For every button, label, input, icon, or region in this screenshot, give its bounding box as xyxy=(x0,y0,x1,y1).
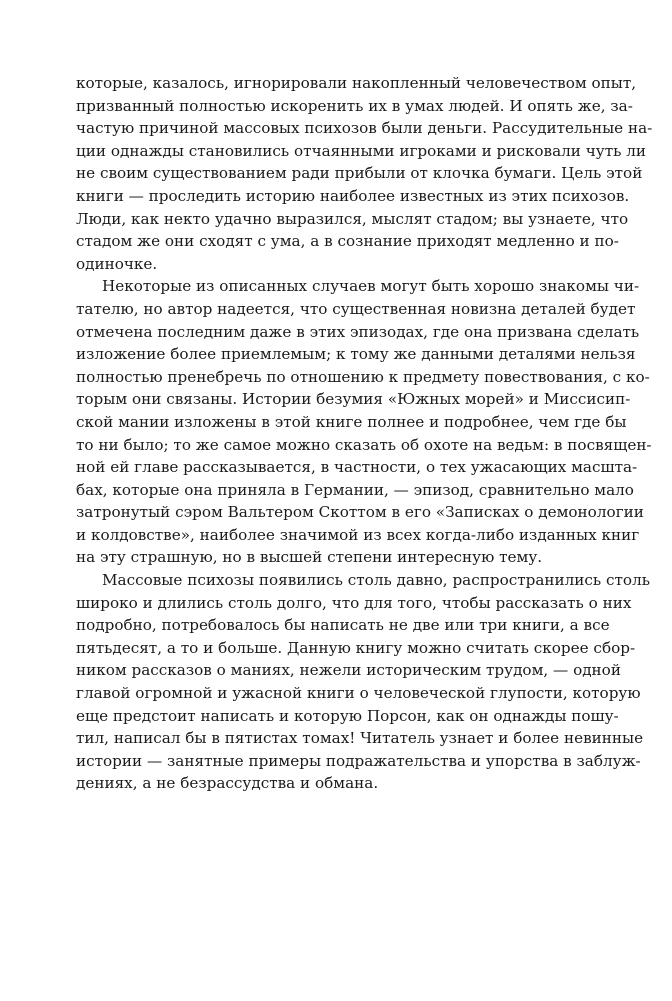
text-line: ной ей главе рассказывается, в частности, о тех ужасающих масшта- xyxy=(76,458,638,477)
paragraph-3 xyxy=(76,569,650,795)
text-line: Некоторые из описанных случаев могут быть хорошо знакомы чи- xyxy=(102,277,640,296)
text-line: истории — занятные примеры подражательства и упорства в заблуж- xyxy=(76,751,641,770)
text-line: отмечена последним даже в этих эпизодах, где она призвана сделать xyxy=(76,322,640,341)
text-line: книги — проследить историю наиболее известных из этих психозов. xyxy=(76,186,630,205)
text-line: на эту страшную, но в высшей степени интересную тему. xyxy=(76,548,543,567)
text-line: одиночке. xyxy=(76,254,158,273)
text-line: широко и длились столь долго, что для того, чтобы рассказать о них xyxy=(76,593,632,612)
text-line: частую причиной массовых психозов были деньги. Рассудительные на- xyxy=(76,119,653,138)
text-line: призванный полностью искоренить их в умах людей. И опять же, за- xyxy=(76,96,633,115)
text-line: торым они связаны. Истории безумия «Южных морей» и Миссисип- xyxy=(76,390,631,409)
text-line: бах, которые она приняла в Германии, — эпизод, сравнительно мало xyxy=(76,480,634,499)
text-line: подробно, потребовалось бы написать не две или три книги, а все xyxy=(76,616,610,635)
paragraph-2 xyxy=(76,275,652,569)
text-line: дениях, а не безрассудства и обмана. xyxy=(76,774,379,793)
text-line: ции однажды становились отчаянными игроками и рисковали чуть ли xyxy=(76,141,646,160)
text-line: то ни было; то же самое можно сказать об охоте на ведьм: в посвящен- xyxy=(76,435,652,454)
text-line: которые, казалось, игнорировали накопленный человечеством опыт, xyxy=(76,74,637,92)
text-line: тил, написал бы в пятистах томах! Читатель узнает и более невинные xyxy=(76,729,644,748)
text-line: еще предстоит написать и которую Порсон, как он однажды пошу- xyxy=(76,706,619,725)
text-line: затронутый сэром Вальтером Скоттом в его «Записках о демонологии xyxy=(76,503,644,522)
text-line: не своим существованием ради прибыли от клочка бумаги. Цель этой xyxy=(76,164,643,183)
text-line: изложение более приемлемым; к тому же данными деталями нельзя xyxy=(76,345,636,364)
text-line: пятьдесят, а то и больше. Данную книгу можно считать скорее сбор- xyxy=(76,638,636,657)
paragraph-1 xyxy=(76,72,653,275)
text-line: главой огромной и ужасной книги о человеческой глупости, которую xyxy=(76,684,641,703)
text-line: и колдовстве», наиболее значимой из всех когда-либо изданных книг xyxy=(76,525,640,544)
text-line: тателю, но автор надеется, что существенная новизна деталей будет xyxy=(76,299,636,318)
text-line: ником рассказов о маниях, нежели историческим трудом, — одной xyxy=(76,661,621,680)
text-line: Люди, как некто удачно выразился, мыслят стадом; вы узнаете, что xyxy=(76,209,629,228)
text-line: стадом же они сходят с ума, а в сознание приходят медленно и по- xyxy=(76,232,619,251)
text-line: Массовые психозы появились столь давно, распространились столь xyxy=(102,571,650,590)
text-line: ской мании изложены в этой книге полнее и подробнее, чем где бы xyxy=(76,412,627,431)
text-line: полностью пренебречь по отношению к предмету повествования, с ко- xyxy=(76,367,650,386)
body-text xyxy=(76,72,653,795)
